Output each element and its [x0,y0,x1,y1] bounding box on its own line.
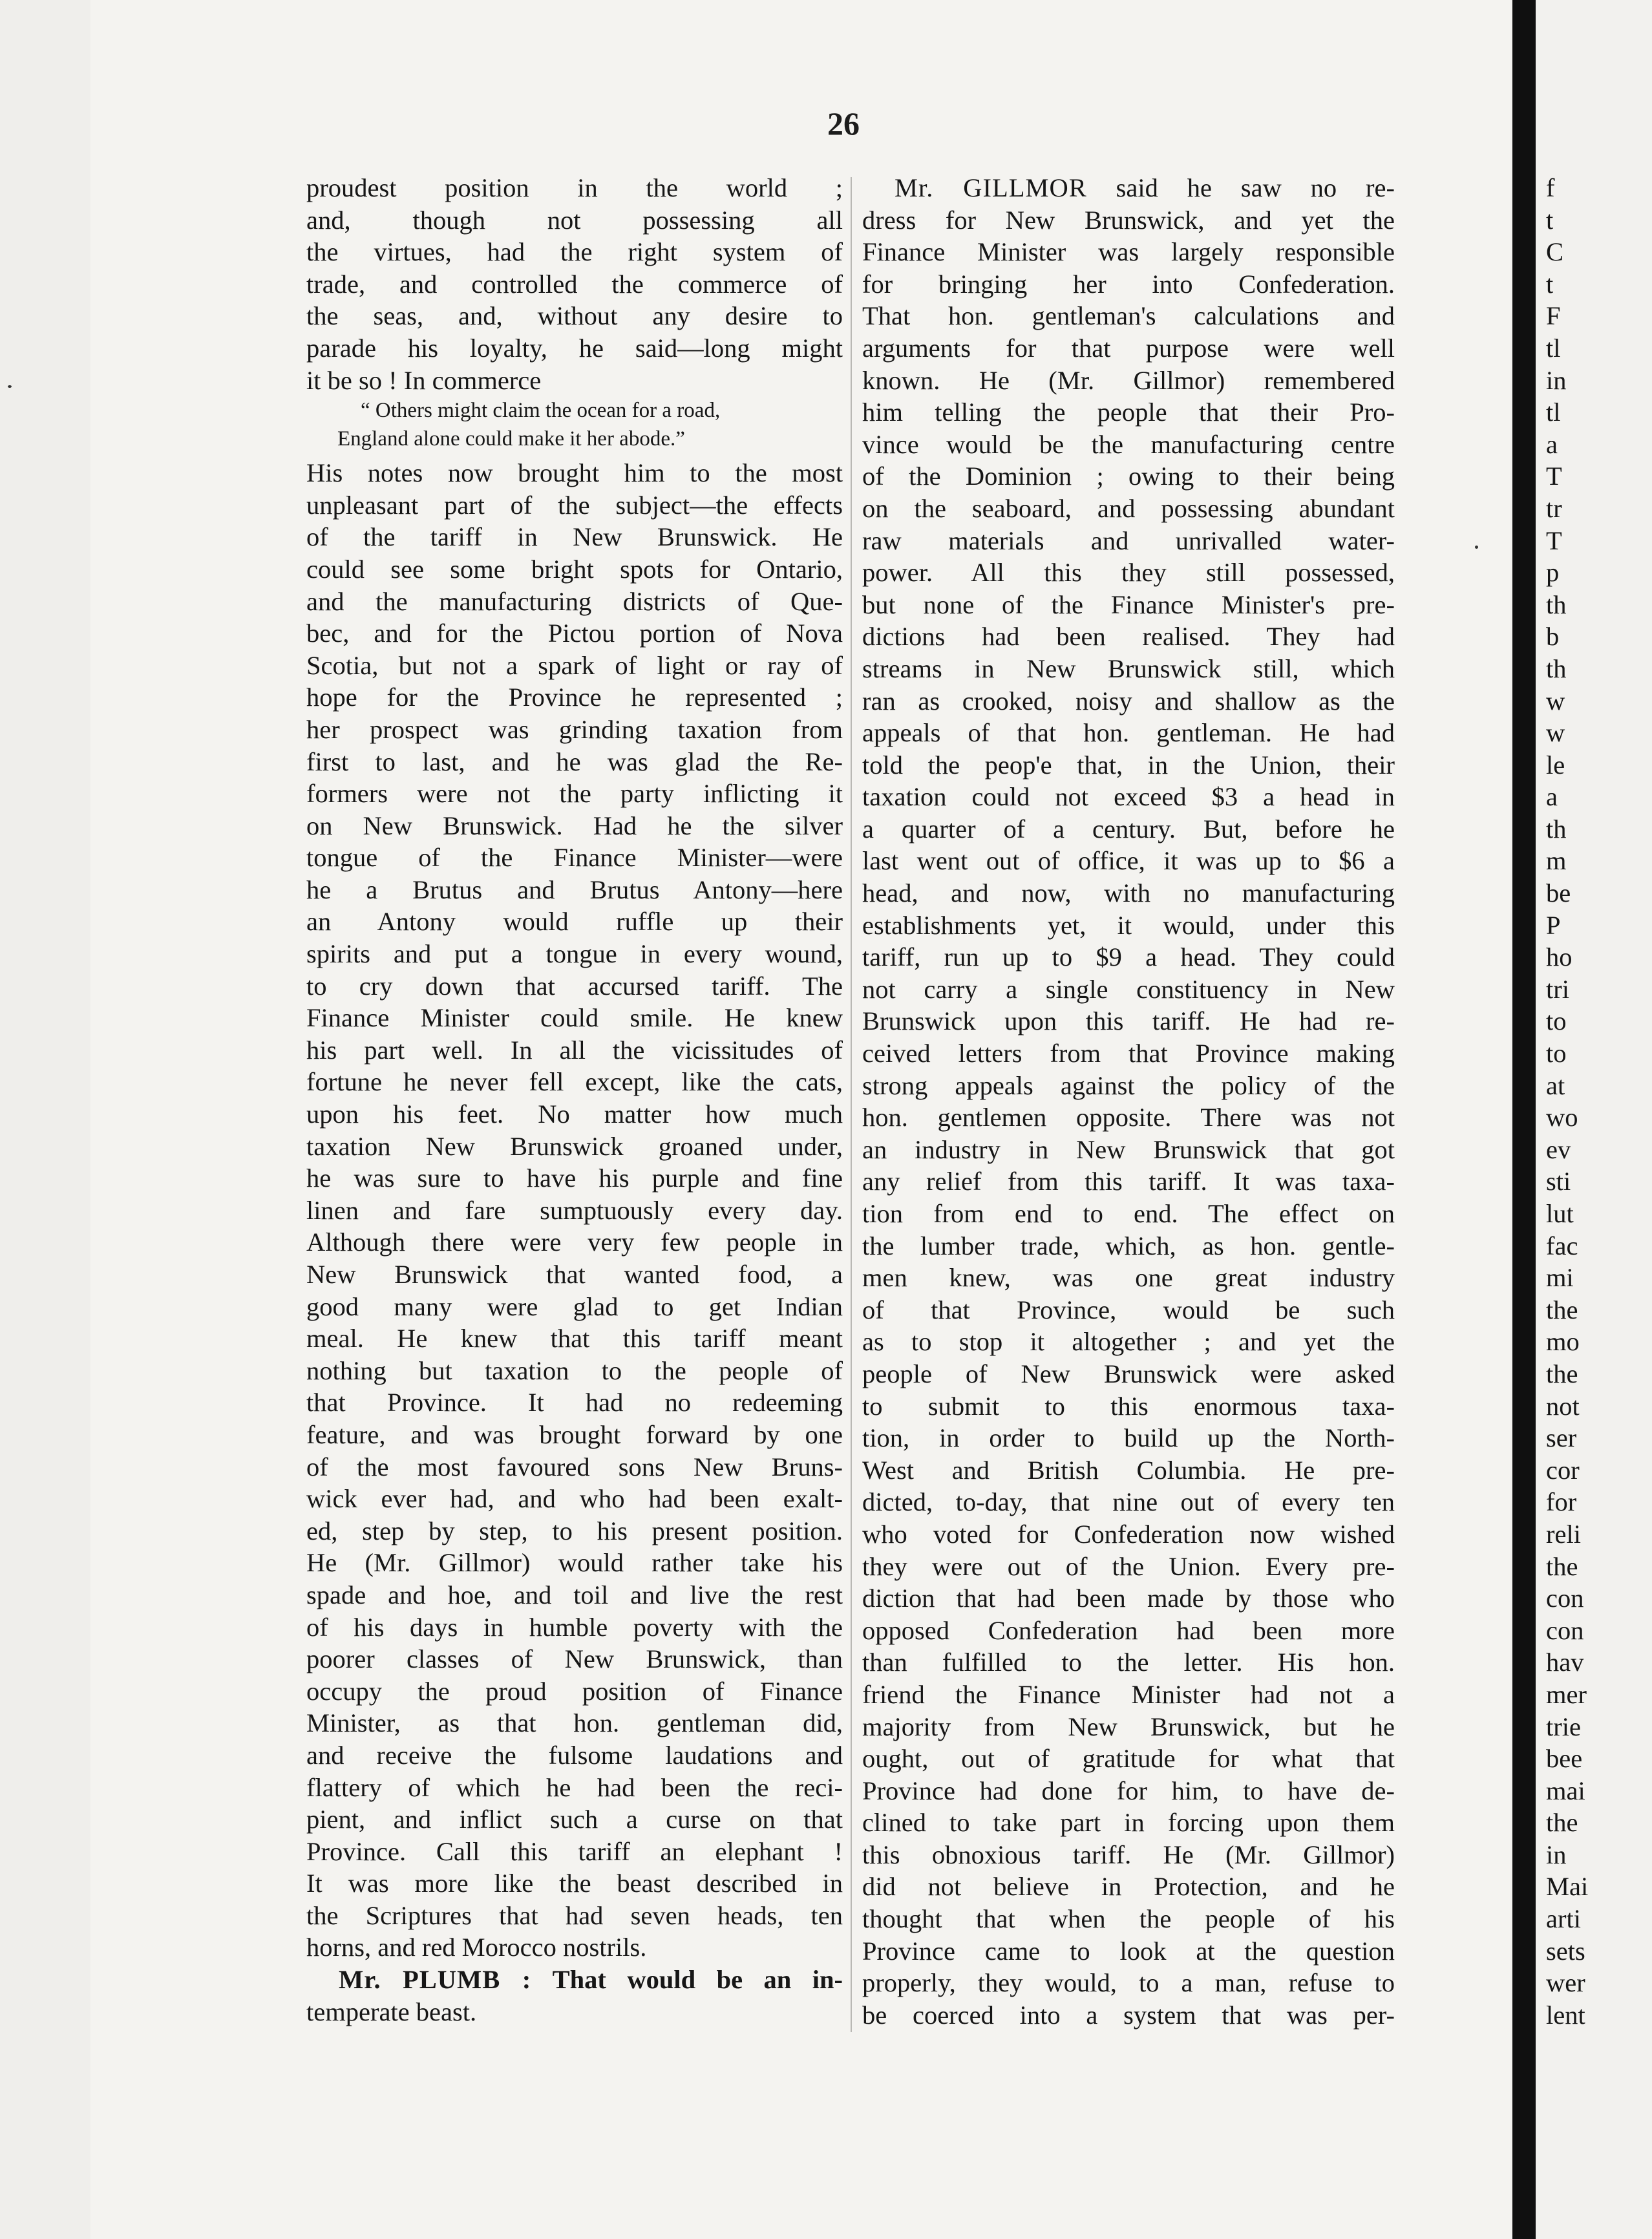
text-line: who voted for Confederation now wished [862,1519,1395,1549]
text-line: spirits and put a tongue in every wound, [306,939,843,969]
page-number: 26 [827,105,860,142]
text-line: hope for the Province he represented ; [306,683,843,712]
text-line: the seas, and, without any desire to [306,301,843,331]
edge-text-fragment: in [1546,365,1567,395]
text-line: unpleasant part of the subject—the effects [306,490,843,520]
edge-text-fragment: hav [1546,1648,1584,1677]
edge-text-fragment: tl [1546,333,1561,363]
text-line: tion, in order to build up the North- [862,1423,1395,1453]
text-line: and the manufacturing districts of Que- [306,586,843,616]
verse-quotation [306,396,843,453]
scan-speck [8,385,12,388]
edge-text-fragment: T [1546,525,1562,555]
text-line: for bringing her into Confederation. [862,269,1395,299]
text-line: and, though not possessing all [306,205,843,235]
quotation-line: England alone could make it her abode.” [337,427,685,451]
edge-text-fragment: f [1546,173,1555,202]
text-line: of the Dominion ; owing to their being [862,462,1395,491]
next-page-text-fragment [1536,172,1588,2031]
text-line: thought that when the people of his [862,1904,1395,1934]
text-line: first to last, and he was glad the Re- [306,747,843,776]
edge-text-fragment: the [1546,1295,1578,1324]
edge-text-fragment: to [1546,1006,1567,1036]
text-line: any relief from this tariff. It was taxa- [862,1167,1395,1196]
text-line: upon his feet. No matter how much [306,1099,843,1129]
edge-text-fragment: the [1546,1551,1578,1581]
text-line: last went out of office, it was up to $6 a [862,846,1395,876]
text-line: parade his loyalty, he said—long might [306,333,843,363]
edge-text-fragment: tr [1546,493,1562,523]
edge-text-fragment: cor [1546,1455,1580,1485]
next-page-edge [1536,0,1652,2239]
text-line: Scotia, but not a spark of light or ray of [306,650,843,680]
text-line: horns, and red Morocco nostrils. [306,1933,647,1962]
text-line: meal. He knew that this tariff meant [306,1324,843,1353]
text-line: hon. gentlemen opposite. There was not [862,1103,1395,1132]
text-line: Although there were very few people in [306,1227,843,1257]
edge-text-fragment: lent [1546,2000,1585,2030]
text-line: him telling the people that their Pro- [862,398,1395,427]
edge-text-fragment: t [1546,269,1554,299]
text-line: spade and hoe, and toil and live the rest [306,1580,843,1609]
text-line: he was sure to have his purple and fine [306,1163,843,1193]
text-line: flattery of which he had been the reci- [306,1772,843,1802]
edge-text-fragment: at [1546,1070,1565,1100]
edge-text-fragment: ho [1546,942,1573,972]
text-line: this obnoxious tariff. He (Mr. Gillmor) [862,1840,1395,1869]
edge-text-fragment: p [1546,558,1560,588]
text-line: Minister, as that hon. gentleman did, [306,1708,843,1738]
edge-text-fragment: in [1546,1840,1567,1869]
edge-text-fragment: F [1546,301,1561,331]
text-line: opposed Confederation had been more [862,1615,1395,1645]
edge-text-fragment: for [1546,1487,1577,1517]
text-line: Province came to look at the question [862,1936,1395,1966]
text-line: they were out of the Union. Every pre- [862,1551,1395,1581]
right-text-column [862,172,1395,2031]
edge-text-fragment: th [1546,589,1567,619]
text-line: ed, step by step, to his present position. [306,1516,843,1545]
text-line: dictions had been realised. They had [862,622,1395,652]
text-line: people of New Brunswick were asked [862,1359,1395,1388]
text-line: His notes now brought him to the most [306,458,843,488]
text-line: that Province. It had no redeeming [306,1388,843,1417]
quotation-line: “ Others might claim the ocean for a road, [361,399,721,423]
edge-text-fragment: lut [1546,1199,1574,1228]
text-line: formers were not the party inflicting it [306,779,843,809]
text-line: That hon. gentleman's calculations and [862,301,1395,331]
edge-text-fragment: be [1546,878,1571,908]
text-line: He (Mr. Gillmor) would rather take his [306,1548,843,1578]
text-line: be coerced into a system that was per- [862,2000,1395,2030]
text-line: of his days in humble poverty with the [306,1612,843,1642]
text-line: It was more like the beast described in [306,1869,843,1898]
text-line: told the peop'e that, in the Union, their [862,750,1395,780]
text-line: dicted, to-day, that nine out of every ten [862,1487,1395,1517]
edge-text-fragment: sets [1546,1936,1585,1966]
text-line: clined to take part in forcing upon them [862,1808,1395,1838]
column-divider [851,177,852,2032]
edge-text-fragment: con [1546,1584,1584,1613]
page-gutter [1512,0,1536,2239]
text-line: the lumber trade, which, as hon. gentle- [862,1231,1395,1260]
text-line: linen and fare sumptuously every day. [306,1195,843,1225]
text-line: known. He (Mr. Gillmor) remembered [862,365,1395,395]
edge-text-fragment: m [1546,846,1567,876]
edge-text-fragment: reli [1546,1519,1581,1549]
text-line: friend the Finance Minister had not a [862,1679,1395,1709]
edge-text-fragment: sti [1546,1167,1571,1196]
edge-text-fragment: th [1546,653,1567,683]
edge-text-fragment: a [1546,782,1558,812]
text-line: good many were glad to get Indian [306,1291,843,1321]
text-line: of that Province, would be such [862,1295,1395,1324]
text-line: Finance Minister could smile. He knew [306,1003,843,1033]
text-line: pient, and inflict such a curse on that [306,1805,843,1834]
text-line: bec, and for the Pictou portion of Nova [306,619,843,648]
text-line: he a Brutus and Brutus Antony—here [306,875,843,904]
edge-text-fragment: mi [1546,1263,1574,1293]
scan-speck [1475,546,1478,549]
text-line: majority from New Brunswick, but he [862,1712,1395,1741]
text-line: streams in New Brunswick still, which [862,653,1395,683]
edge-text-fragment: mo [1546,1327,1580,1357]
text-line: ran as crooked, noisy and shallow as the [862,686,1395,716]
text-line: head, and now, with no manufacturing [862,878,1395,908]
edge-text-fragment: Mai [1546,1872,1589,1902]
text-line: fortune he never fell except, like the cats, [306,1067,843,1097]
text-line: power. All this they still possessed, [862,558,1395,588]
text-line: establishments yet, it would, under this [862,910,1395,940]
text-line: ceived letters from that Province making [862,1039,1395,1068]
edge-text-fragment: C [1546,237,1564,267]
text-line: but none of the Finance Minister's pre- [862,589,1395,619]
text-line: temperate beast. [306,1997,477,2026]
text-line: an Antony would ruffle up their [306,907,843,937]
edge-text-fragment: mer [1546,1679,1587,1709]
edge-text-fragment: trie [1546,1712,1581,1741]
text-line: the virtues, had the right system of [306,237,843,267]
edge-text-fragment: the [1546,1808,1578,1838]
text-line: to cry down that accursed tariff. The [306,971,843,1001]
text-line: feature, and was brought forward by one [306,1419,843,1449]
edge-text-fragment: to [1546,1039,1567,1068]
left-text-column [306,172,843,2028]
edge-text-fragment: le [1546,750,1565,780]
text-line: appeals of that hon. gentleman. He had [862,718,1395,748]
edge-text-fragment: not [1546,1391,1580,1421]
text-line: as to stop it altogether ; and yet the [862,1327,1395,1357]
speaker-name: Mr. GILLMOR [895,173,1087,202]
edge-text-fragment: tri [1546,974,1569,1004]
text-line: Province. Call this tariff an elephant ! [306,1836,843,1866]
text-line: diction that had been made by those who [862,1584,1395,1613]
text-line: her prospect was grinding taxation from [306,714,843,744]
text-line: the Scriptures that had seven heads, ten [306,1900,843,1930]
text-line: West and British Columbia. He pre- [862,1455,1395,1485]
edge-text-fragment: arti [1546,1904,1581,1934]
edge-text-fragment: bee [1546,1744,1583,1774]
text-line: strong appeals against the policy of the [862,1070,1395,1100]
edge-text-fragment: ser [1546,1423,1577,1453]
text-line: men knew, was one great industry [862,1263,1395,1293]
edge-text-fragment: wer [1546,1968,1585,1998]
text-line: tion from end to end. The effect on [862,1199,1395,1228]
text-line: not carry a single constituency in New [862,974,1395,1004]
speech-text: That would be an in- [552,1965,843,1995]
speaker-paragraph-start [306,1964,843,1996]
text-line: Brunswick upon this tariff. He had re- [862,1006,1395,1036]
edge-text-fragment: the [1546,1359,1578,1388]
speech-text: said he saw no re- [1116,173,1395,202]
text-line: dress for New Brunswick, and yet the [862,205,1395,235]
edge-text-fragment: w [1546,686,1565,716]
previous-page-edge [0,0,105,2239]
text-line: his part well. In all the vicissitudes of [306,1035,843,1065]
edge-text-fragment: t [1546,205,1554,235]
text-line: on the seaboard, and possessing abundant [862,493,1395,523]
text-line: of the most favoured sons New Bruns- [306,1452,843,1481]
text-line: a quarter of a century. But, before he [862,814,1395,844]
text-line: did not believe in Protection, and he [862,1872,1395,1902]
speaker-name: Mr. PLUMB : [339,1965,532,1995]
edge-text-fragment: tl [1546,398,1561,427]
edge-text-fragment: b [1546,622,1560,652]
text-line: to submit to this enormous taxa- [862,1391,1395,1421]
text-line: and receive the fulsome laudations and [306,1740,843,1770]
edge-text-fragment: fac [1546,1231,1578,1260]
text-line: could see some bright spots for Ontario, [306,554,843,584]
text-line: poorer classes of New Brunswick, than [306,1644,843,1674]
text-line: an industry in New Brunswick that got [862,1134,1395,1164]
edge-text-fragment: T [1546,462,1562,491]
text-line: tongue of the Finance Minister—were [306,843,843,873]
text-line: on New Brunswick. Had he the silver [306,811,843,840]
text-line: New Brunswick that wanted food, a [306,1260,843,1289]
text-line: ought, out of gratitude for what that [862,1744,1395,1774]
edge-text-fragment: ev [1546,1134,1571,1164]
edge-text-fragment: con [1546,1615,1584,1645]
text-line: proudest position in the world ; [306,173,843,202]
text-line: Province had done for him, to have de- [862,1776,1395,1805]
edge-text-fragment: mai [1546,1776,1585,1805]
text-line: arguments for that purpose were well [862,333,1395,363]
text-line: nothing but taxation to the people of [306,1355,843,1385]
text-line: vince would be the manufacturing centre [862,429,1395,459]
speaker-paragraph-start [862,172,1395,204]
edge-text-fragment: w [1546,718,1565,748]
edge-text-fragment: th [1546,814,1567,844]
text-line: than fulfilled to the letter. His hon. [862,1648,1395,1677]
edge-text-fragment: a [1546,429,1558,459]
text-line: properly, they would, to a man, refuse to [862,1968,1395,1998]
text-line: it be so ! In commerce [306,365,542,395]
edge-text-fragment: P [1546,910,1561,940]
text-line: raw materials and unrivalled water- [862,525,1395,555]
text-line: tariff, run up to $9 a head. They could [862,942,1395,972]
text-line: Finance Minister was largely responsible [862,237,1395,267]
text-line: trade, and controlled the commerce of [306,269,843,299]
text-line: wick ever had, and who had been exalt- [306,1484,843,1514]
text-line: taxation could not exceed $3 a head in [862,782,1395,812]
text-line: taxation New Brunswick groaned under, [306,1131,843,1161]
text-line: of the tariff in New Brunswick. He [306,522,843,552]
edge-text-fragment: wo [1546,1103,1578,1132]
text-line: occupy the proud position of Finance [306,1676,843,1706]
